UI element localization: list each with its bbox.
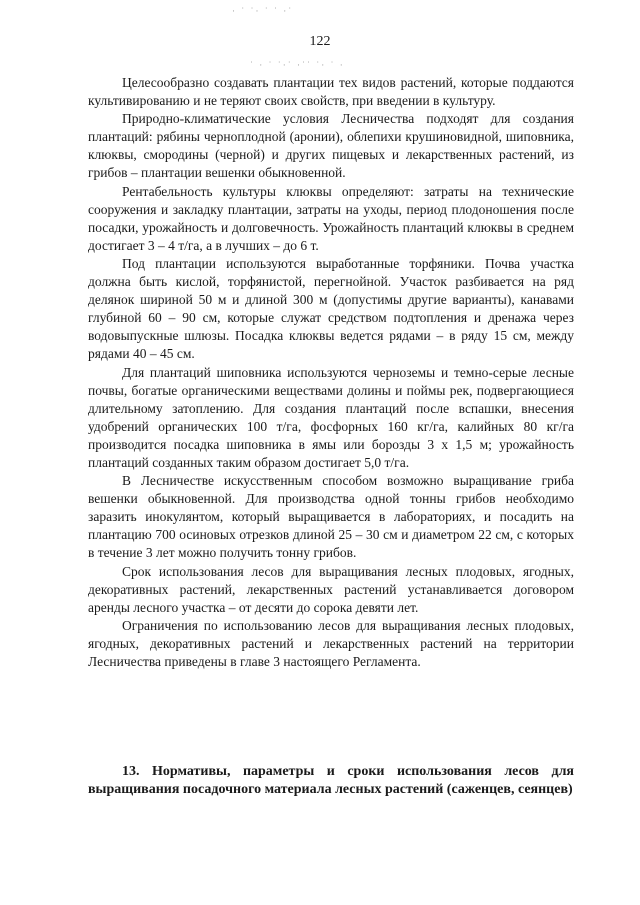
paragraph: Природно-климатические условия Лесничества подходят для создания плантаций: рябины черноплодной (аронии), облепихи крушиновидной, шиповника, клюквы, смородины (черной) и других пищевых и лекарственных растений, из грибов – плантации вешенки обыкновенной. <box>88 111 574 181</box>
paragraph: Под плантации используются выработанные торфяники. Почва участка должна быть кислой, торфянистой, перегнойной. Участок разбивается на ряд делянок шириной 50 м и длиной 300 м (допустимы другие варианты), канавами глубиной 60 – 90 см, которые служат средством подтопления и дренажа через водовыпускные шлюзы. Посадка клюквы ведется рядами – в ряду 15 см, между рядами 40 – 45 см. <box>88 255 574 362</box>
document-body <box>88 74 574 671</box>
paragraph: Для плантаций шиповника используются черноземы и темно-серые лесные почвы, богатые органическими веществами долины и поймы рек, подвергающиеся длительному затоплению. Для создания плантаций после вспашки, внесения удобрений органических 100 т/га, фосфорных 160 кг/га, калийных 80 кг/га производится посадка шиповника в ямы или борозды 3 х 1,5 м; урожайность плантаций созданных таким образом достигает 5,0 т/га. <box>88 364 574 470</box>
scan-artifact: ˙ · ˙ ˙·˙ ·˙˙ ˙· ˙ · <box>250 60 345 70</box>
paragraph: Ограничения по использованию лесов для выращивания лесных плодовых, ягодных, декоративных растений и лекарственных растений на территории Лесничества приведены в главе 3 настоящего Регламента. <box>88 617 574 669</box>
paragraph: Рентабельность культуры клюквы определяют: затраты на технические сооружения и закладку плантации, затраты на уходы, период плодоношения после посадки, урожайность и долговечность. Урожайность плантаций клюквы в среднем достигает 3 – 4 т/га, а в лучших – до 6 т. <box>88 183 574 253</box>
paragraph: Целесообразно создавать плантации тех видов растений, которые поддаются культивированию и не теряют своих свойств, при введении в культуру. <box>88 75 574 109</box>
page-number: 122 <box>309 34 331 49</box>
paragraph: Срок использования лесов для выращивания лесных плодовых, ягодных, декоративных растений, лекарственных растений устанавливается договором аренды лесного участка – от десяти до сорока девяти лет. <box>88 563 574 615</box>
section-heading: 13. Нормативы, параметры и сроки использования лесов для выращивания посадочного материала лесных растений (саженцев, сеянцев) <box>88 764 574 798</box>
scan-artifact: · ˙ ˙· ˙ ˙ ·˙ <box>232 6 294 16</box>
paragraph: В Лесничестве искусственным способом возможно выращивание гриба вешенки обыкновенной. Для производства одной тонны грибов необходимо заразить инокулянтом, который выращивается в лабораториях, и посадить на плантацию 700 осиновых отрезков длиной 25 – 30 см и диаметром 22 см, с которых в течение 3 лет можно получить тонну грибов. <box>88 473 574 561</box>
